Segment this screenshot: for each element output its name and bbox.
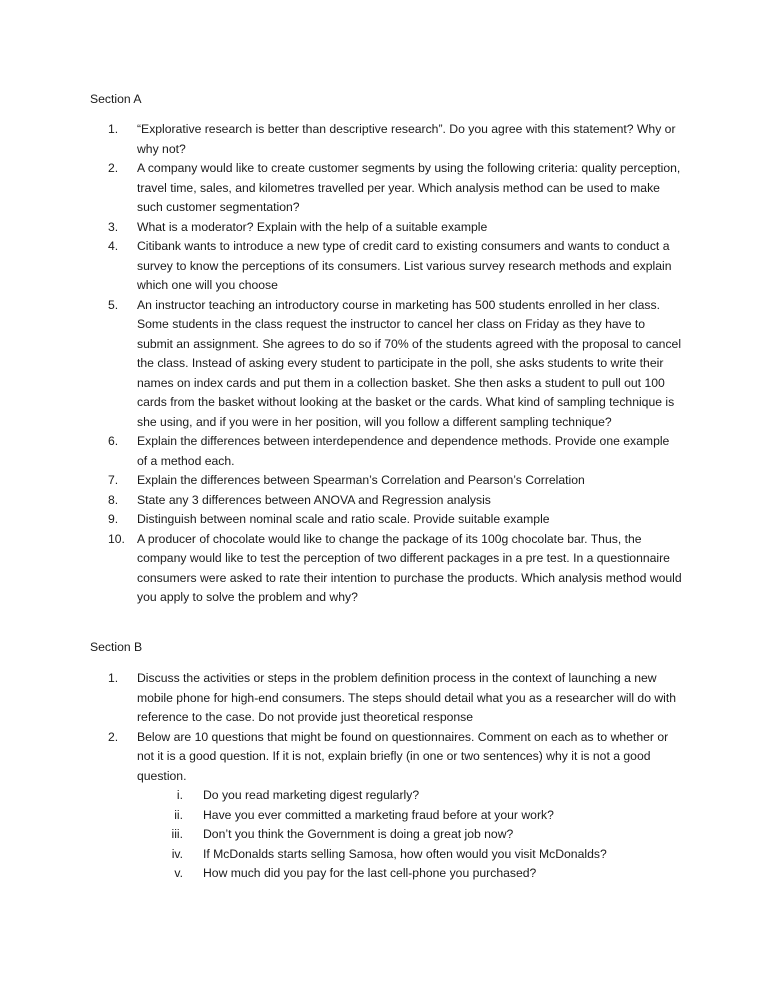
question-number: 8. [108,492,119,507]
question-text: A company would like to create customer segments by using the following criteria: quality perception, travel time, sales, and kilometres travelled per year. Which analysis method can be used to make such customer segmentation? [137,161,681,214]
subquestion-text: Don’t you think the Government is doing a great job now? [203,827,514,841]
question-number: 1. [108,671,119,685]
subquestion-item [137,806,682,826]
question-number: 3. [108,219,119,234]
subquestion-text: Do you read marketing digest regularly? [203,788,420,802]
question-text: Explain the differences between Spearman’s Correlation and Pearson’s Correlation [137,473,585,487]
subquestion-item [137,864,682,884]
question-number: 7. [108,473,119,487]
question-item [0,218,682,238]
subquestion-list [137,786,682,884]
question-item [0,432,682,471]
question-item [0,120,682,159]
question-text: Explain the differences between interdependence and dependence methods. Provide one example of a method each. [137,434,670,468]
question-number: 10. [108,531,125,546]
section-a-heading: Section A [90,92,142,106]
subquestion-number: v. [174,866,183,880]
question-item [0,728,682,884]
question-text: An instructor teaching an introductory course in marketing has 500 students enrolled in her class. Some students in the class request the instructor to cancel her class on Friday as they have to submit an assignment. She agrees to do so if 70% of the students agreed with the proposal to cancel the class. Instead of asking every student to participate in the poll, she asks students to write their names on index cards and put them in a collection basket. She then asks a student to pull out 100 cards from the basket without looking at the basket or the cards. What kind of sampling technique is she using, and if you were in her position, will you follow a different sampling technique? [137,297,682,429]
question-number: 2. [108,161,119,175]
question-text: Discuss the activities or steps in the problem definition process in the context of launching a new mobile phone for high-end consumers. The steps should detail what you as a researcher will do with reference to the case. Do not provide just theoretical response [137,671,677,724]
question-item [0,296,682,433]
question-text: State any 3 differences between ANOVA and Regression analysis [137,492,491,507]
question-number: 1. [108,122,119,136]
question-text: Distinguish between nominal scale and ratio scale. Provide suitable example [137,512,550,526]
question-item [0,669,682,728]
question-number: 6. [108,434,119,448]
subquestion-item [137,786,682,806]
section-b-heading: Section B [90,640,143,654]
question-item [0,159,682,218]
subquestion-item [137,825,682,845]
question-text: A producer of chocolate would like to change the package of its 100g chocolate bar. Thus, the company would like to test the perception of two different packages in a pre test. In a questionnaire consumers were asked to rate their intention to purchase the products. Which analysis method would you apply to solve the problem and why? [137,531,682,604]
question-item [0,530,682,608]
question-number: 4. [108,239,119,253]
question-text: Below are 10 questions that might be found on questionnaires. Comment on each as to whether or not it is a good question. If it is not, explain briefly (in one or two sentences) why it is not a good question. [137,729,669,783]
question-text: “Explorative research is better than descriptive research”. Do you agree with this statement? Why or why not? [137,122,676,156]
question-text: Citibank wants to introduce a new type of credit card to existing consumers and wants to conduct a survey to know the perceptions of its consumers. List various survey research methods and explain which one will you choose [137,239,672,292]
question-number: 9. [108,512,119,526]
question-item [0,471,682,491]
subquestion-text: Have you ever committed a marketing fraud before at your work? [203,807,554,822]
question-item [0,510,682,530]
subquestion-text: How much did you pay for the last cell-phone you purchased? [203,866,537,880]
subquestion-number: iv. [171,846,183,861]
question-number: 5. [108,297,119,312]
question-number: 2. [108,729,119,744]
subquestion-number: iii. [171,827,183,841]
subquestion-item [137,845,682,865]
question-item [0,237,682,296]
question-item [0,491,682,511]
subquestion-text: If McDonalds starts selling Samosa, how often would you visit McDonalds? [203,846,607,861]
subquestion-number: i. [176,788,183,802]
section-b-question-list [0,669,768,884]
subquestion-number: ii. [174,807,183,822]
section-a-question-list [0,120,768,608]
question-text: What is a moderator? Explain with the help of a suitable example [137,219,488,234]
